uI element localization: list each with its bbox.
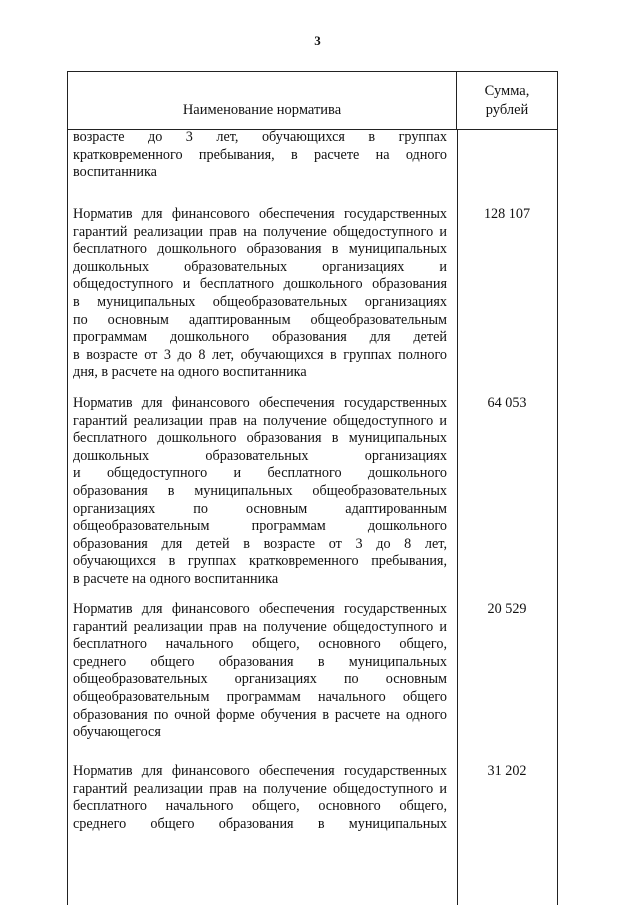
table-row (67, 206, 558, 382)
header-sum-line1: Сумма, (484, 83, 530, 100)
sum-cell: 20 529 (487, 601, 527, 617)
text-line: дошкольных образовательных организациях и (73, 258, 447, 275)
text-line: среднего общего образования в муниципальных (73, 653, 447, 670)
text-line: в возрасте от 3 до 8 лет, обучающихся в группах полного (73, 346, 447, 363)
normative-name-cell (67, 763, 457, 833)
text-line: в расчете на одного воспитанника (73, 570, 279, 587)
text-line: кратковременного пребывания, в расчете на одного (73, 146, 447, 163)
sum-cell: 128 107 (483, 206, 531, 222)
text-line: гарантий реализации прав на получение общедоступного и (73, 780, 447, 797)
text-line: гарантий реализации прав на получение общедоступного и (73, 412, 447, 429)
text-line: бесплатного начального общего, основного общего, (73, 798, 447, 815)
text-line: бесплатного начального общего, основного общего, (73, 636, 447, 653)
table-row (67, 763, 558, 833)
text-line: Норматив для финансового обеспечения государственных (73, 601, 447, 617)
text-line: Норматив для финансового обеспечения государственных (73, 763, 447, 779)
text-line: среднего общего образования в муниципальных (73, 815, 447, 832)
text-line: образования для детей в возрасте от 3 до 8 лет, (73, 535, 447, 552)
table-header (67, 71, 558, 130)
text-line: образования в муниципальных общеобразовательных (73, 482, 447, 499)
normative-name-cell (67, 395, 457, 589)
text-line: образования по очной форме обучения в расчете на одного (73, 706, 447, 723)
table-row (67, 601, 558, 742)
text-line: дня, в расчете на одного воспитанника (73, 364, 307, 381)
text-line: воспитанника (73, 164, 157, 181)
normative-name-cell (67, 129, 457, 182)
text-line: общеобразовательным программам начального общего (73, 688, 447, 705)
text-line: гарантий реализации прав на получение общедоступного и (73, 223, 447, 240)
text-line: Норматив для финансового обеспечения государственных (73, 395, 447, 411)
normative-name-cell (67, 206, 457, 382)
text-line: бесплатного дошкольного образования в муниципальных (73, 430, 447, 447)
text-line: общеобразовательных организациях по основным (73, 671, 447, 688)
header-name-cell: Наименование норматива (182, 102, 342, 118)
sum-cell: 64 053 (487, 395, 527, 411)
page-number: 3 (314, 33, 321, 48)
text-line: бесплатного дошкольного образования в муниципальных (73, 241, 447, 258)
header-sum-line2: рублей (485, 101, 529, 118)
normative-name-cell (67, 601, 457, 742)
text-line: и общедоступного и бесплатного дошкольного (73, 465, 447, 482)
text-line: общеобразовательным программам дошкольного (73, 518, 447, 535)
text-line: Норматив для финансового обеспечения государственных (73, 206, 447, 222)
sum-cell: 31 202 (487, 763, 527, 779)
text-line: программам дошкольного образования для детей (73, 329, 447, 346)
text-line: гарантий реализации прав на получение общедоступного и (73, 618, 447, 635)
header-sum-cell (456, 72, 557, 129)
text-line: организациях по основным адаптированным (73, 500, 447, 517)
text-line: дошкольных образовательных организациях (73, 447, 447, 464)
table-row (67, 395, 558, 589)
text-line: обучающегося (73, 724, 161, 741)
text-line: по основным адаптированным общеобразовательным (73, 311, 447, 328)
text-line: общедоступного и бесплатного дошкольного образования (73, 276, 447, 293)
sum-cell (457, 129, 557, 182)
text-line: обучающихся в группах кратковременного пребывания, (73, 553, 447, 570)
text-line: возрасте до 3 лет, обучающихся в группах (73, 129, 447, 145)
table-row (67, 129, 558, 182)
text-line: в муниципальных общеобразовательных организациях (73, 293, 447, 310)
